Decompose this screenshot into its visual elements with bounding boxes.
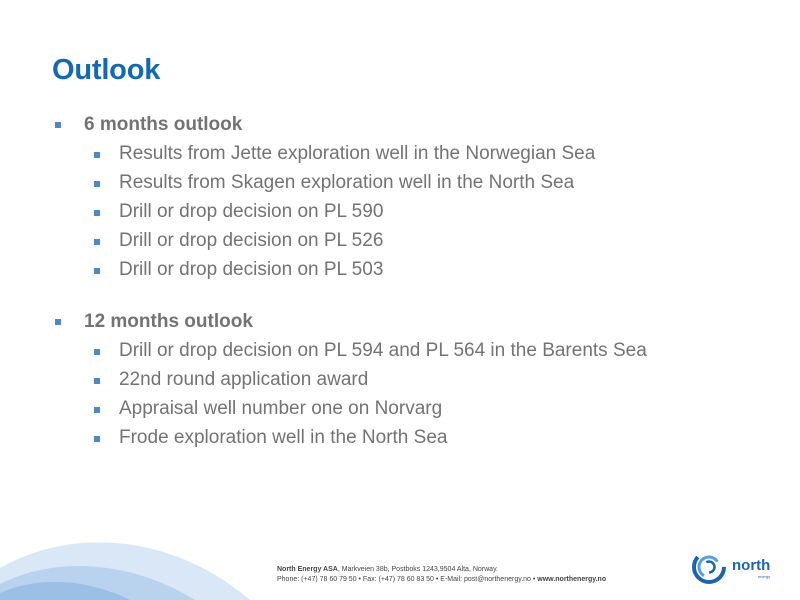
section-heading-text: 6 months outlook bbox=[84, 114, 243, 135]
list-item bbox=[0, 398, 800, 427]
square-bullet-icon bbox=[55, 122, 61, 128]
bullet-list bbox=[0, 340, 800, 456]
square-bullet-icon bbox=[94, 152, 100, 158]
logo-wordmark: north bbox=[732, 557, 771, 574]
footer-address-line bbox=[277, 565, 606, 575]
section-12-months bbox=[0, 311, 800, 456]
footer-contact bbox=[277, 565, 606, 585]
list-item-text: Appraisal well number one on Norvarg bbox=[119, 398, 443, 419]
list-item-text: Results from Skagen exploration well in the North Sea bbox=[119, 172, 575, 193]
square-bullet-icon bbox=[94, 268, 100, 274]
list-item-text: Drill or drop decision on PL 503 bbox=[119, 259, 384, 280]
list-item bbox=[0, 201, 800, 230]
list-item bbox=[0, 172, 800, 201]
slide-title: Outlook bbox=[52, 54, 161, 86]
list-item-text: 22nd round application award bbox=[119, 369, 369, 390]
square-bullet-icon bbox=[94, 378, 100, 384]
logo-tagline: energy bbox=[758, 574, 771, 579]
list-item bbox=[0, 143, 800, 172]
list-item bbox=[0, 259, 800, 288]
section-heading-text: 12 months outlook bbox=[84, 311, 253, 332]
list-item bbox=[0, 369, 800, 398]
company-logo bbox=[692, 548, 782, 588]
footer-company: North Energy ASA bbox=[277, 566, 338, 573]
section-6-months bbox=[0, 114, 800, 288]
footer-address: , Markveien 38b, Postboks 1243,9504 Alta, Norway. bbox=[337, 566, 498, 573]
list-item-text: Drill or drop decision on PL 594 and PL 564 in the Barents Sea bbox=[119, 340, 647, 361]
bullet-list bbox=[0, 143, 800, 288]
footer-contact-details: Phone: (+47) 78 60 79 50 • Fax: (+47) 78 60 83 50 • E-Mail: post@northenergy.no • bbox=[277, 576, 538, 583]
footer-website-link[interactable]: www.northenergy.no bbox=[537, 576, 607, 583]
logo-swirl-icon bbox=[692, 550, 726, 584]
list-item-text: Frode exploration well in the North Sea bbox=[119, 427, 448, 448]
square-bullet-icon bbox=[94, 210, 100, 216]
footer-contact-line bbox=[277, 575, 606, 585]
square-bullet-icon bbox=[94, 407, 100, 413]
section-heading bbox=[0, 114, 800, 138]
list-item bbox=[0, 230, 800, 259]
list-item-text: Drill or drop decision on PL 526 bbox=[119, 230, 384, 251]
section-heading bbox=[0, 311, 800, 335]
square-bullet-icon bbox=[55, 319, 61, 325]
list-item-text: Drill or drop decision on PL 590 bbox=[119, 201, 384, 222]
list-item-text: Results from Jette exploration well in the Norwegian Sea bbox=[119, 143, 596, 164]
square-bullet-icon bbox=[94, 436, 100, 442]
square-bullet-icon bbox=[94, 181, 100, 187]
list-item bbox=[0, 427, 800, 456]
square-bullet-icon bbox=[94, 239, 100, 245]
list-item bbox=[0, 340, 800, 369]
square-bullet-icon bbox=[94, 349, 100, 355]
